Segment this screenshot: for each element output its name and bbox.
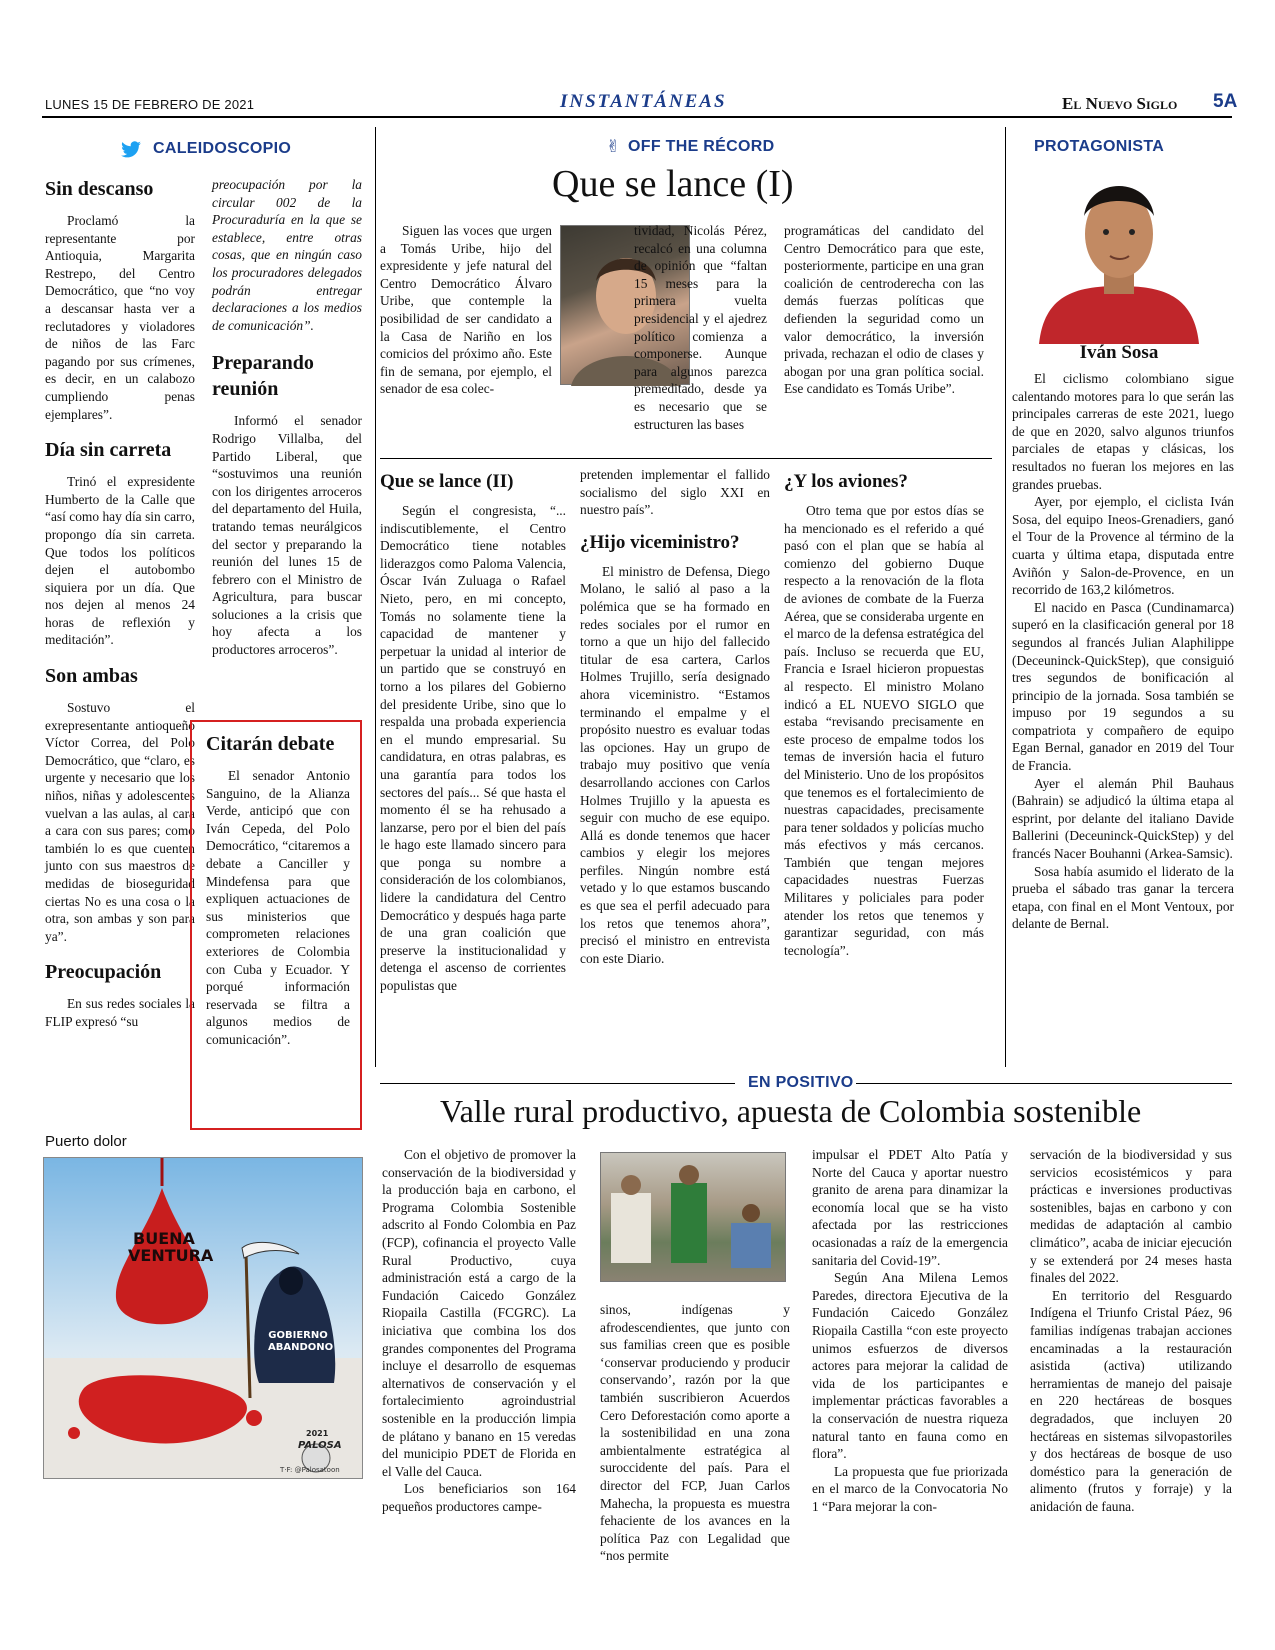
column-divider	[1005, 127, 1006, 1067]
valle-rural-photo	[600, 1152, 786, 1282]
caleidoscopio-col2	[212, 176, 362, 659]
article-body: sinos, indígenas y afrodescendientes, que junto con sus familias creen que es posible ‘conservar produciendo y producir conservando’, razón por la que también suscribieron Acuerdos Cero Deforestación como aporte a la sostenibilidad en una zona ambientalmente estratégica al suroccidente del país. Para el director del FCP, Juan Carlos Mahecha, la propuesta es muestra fehaciente de los avances en la política Paz con Legalidad que “nos permite	[600, 1302, 790, 1564]
off-record-col2	[634, 222, 767, 433]
caleidoscopio-col1	[45, 176, 195, 1031]
article-body: Según el congresista, “... indiscutiblemente, el Centro Democrático tiene notables liderazgos como Paloma Valencia, Óscar Iván Zuluaga o Rafael Nieto, pero, en mi concepto, Tomás no solamente tiene la capacidad de mantener y perpetuar la unidad al interior de un partido que se construyó en torno a los pilares del Gobierno del presidente Uribe, sino que lo respalda una probada experiencia en el mundo empresarial. Su candidatura, en otras palabras, es una garantía para todos los sectores del país... Sé que hasta el momento él se ha rehusado a lanzarse, pero por el bien del país le hago este llamado sincero para que ponga su nombre a consideración de los colombianos, lidere la candidatura del Centro Democrático y después haga parte de una gran coalición que preserve la institucionalidad y detenga el ascenso de corrientes populistas que	[380, 503, 566, 994]
article-body: Proclamó la representante por Antioquia, Margarita Restrepo, del Centro Democrático, que “no voy a descansar hasta ver a reclutadores y violadores de niños de las Farc pagando por sus crímenes, es decir, en un calabozo cumpliendo penas ejemplares”.	[45, 213, 195, 422]
en-positivo-col1	[382, 1146, 576, 1515]
section-rule	[856, 1083, 1232, 1084]
off-record-title: Que se lance (I)	[552, 163, 794, 205]
article-body: pretenden implementar el fallido socialismo del siglo XXI en nuestro país”.	[580, 467, 770, 518]
cartoon	[43, 1157, 363, 1479]
header-rule	[42, 116, 1232, 118]
headline: Preocupación	[45, 961, 162, 984]
article-body: Trinó el expresidente Humberto de la Calle que “así como hay día sin carro, propongo día sin carreta. Que todos los políticos dejen el autobombo siquiera por un día. Que nos dejen al menos 24 horas de reflexión y meditación”.	[45, 474, 195, 648]
headline: ¿Hijo viceministro?	[580, 531, 740, 553]
headline: Que se lance (II)	[380, 471, 514, 492]
ivan-sosa-photo	[1034, 166, 1204, 344]
page-number: 5A	[1213, 91, 1238, 112]
off-record-label: OFF THE RÉCORD	[628, 138, 775, 155]
en-positivo-label: EN POSITIVO	[748, 1074, 854, 1091]
headline: ¿Y los aviones?	[784, 471, 908, 492]
article-body: En sus redes sociales la FLIP expresó “su	[45, 996, 195, 1029]
article-body: Sosa había asumido el liderato de la prueba el sábado tras ganar la tercera etapa, con final en el Mont Ventoux, por delante de Bernal.	[1012, 863, 1234, 932]
article-body: servación de la biodiversidad y sus servicios ecosistémicos y para prácticas e inversiones productivas sostenibles, bajas en carbono y con medidas de adaptación al cambio climático”, acaba de iniciar ejecución y se extenderá por 24 meses hasta finales del 2022.	[1030, 1147, 1232, 1286]
article-body: programáticas del candidato del Centro Democrático para que este, posteriormente, participe en una gran coalición de centroderecha con las demás fuerzas políticas que defienden la seguridad como un valor democrático, la inversión privada, rechazan el odio de clases y abogan por una gran política social. Ese candidato es Tomás Uribe”.	[784, 223, 984, 397]
cartoon-drop-text: BUENA VENTURA	[128, 1229, 214, 1265]
cartoon-signature: PALOSA	[298, 1440, 342, 1451]
headline: Día sin carreta	[45, 439, 172, 462]
article-body: Sostuvo el exrepresentante antioqueño Víctor Correa, del Polo Democrático, que “claro, es urgente y necesario que los niños, niñas y adolescentes vuelvan a las aulas, al cara a cara con sus pares; como también lo es que cuenten junto con sus maestros de medidas de bioseguridad ciertas No es una cosa o la otra, son ambas y son para ya”.	[45, 700, 195, 944]
article-body: Con el objetivo de promover la conservación de la biodiversidad y la producción baja en carbono, el Programa Colombia Sostenible adscrito al Fondo Colombia en Paz (FCP), cofinancia el proyecto Valle Rural Productivo, cuya administración está a cargo de la Fundación Caicedo González Riopaila Castilla (FCGRC). La iniciativa que combina los dos grandes componentes del Programa incluye el desarrollo de esquemas alternativos de conservación y el fortalecimiento agroindustrial sostenible en la producción limpia de plátano y banano en 15 veredas del municipio PDET de Florida en el Valle del Cauca.	[382, 1147, 576, 1479]
article-body: tividad, Nicolás Pérez, recalcó en una columna de opinión que “faltan 15 meses para la primera vuelta presidencial y el ajedrez político comienza a componerse. Aunque para algunos parezca premeditado, desde ya es necesario que se estructuren las bases	[634, 223, 767, 432]
article-body: Ayer el alemán Phil Bauhaus (Bahrain) se adjudicó la última etapa al esprint, por delante del italiano Davide Ballerini (Deceuninck-QuickStep) y del francés Nacer Bouhanni (Arkea-Samsic).	[1012, 775, 1234, 862]
column-divider	[375, 127, 376, 1067]
article-body: El ciclismo colombiano sigue calentando motores para lo que serán las principales carreras de este 2021, luego de que en 2020, salvo algunos triunfos parciales de etapas y clásicas, los resultados no fueran los mejores en las grandes pruebas.	[1012, 371, 1234, 492]
article-body: Otro tema que por estos días se ha mencionado es el referido a qué pasó con el plan que se había al comienzo del gobierno Duque respecto a la renovación de la flota de aviones de combate de la Fuerza Aérea, que se consideraba urgente en el marco de la defensa estratégica del país. Incluso se recuerda que EU, Francia e Israel hicieron propuestas al respecto. El ministro Molano indicó a EL NUEVO SIGLO que estaba “revisando precisamente en este proceso de empalme todos los temas de inversión hacia el futuro del Ministerio. Uno de los propósitos que tenemos es el fortalecimiento de nuestras capacidades, precisamente para tener soldados y policías mucho más efectivos y más cercanos. También que tengan mejores capacidades nuestras Fuerzas Militares y policiales para poder atender los retos que tenemos y garantizar seguridad, con más tecnología”.	[784, 503, 985, 958]
citaran-article	[206, 731, 350, 1049]
article-body: En territorio del Resguardo Indígena el Triunfo Cristal Páez, 96 familias indígenas trabajan acciones encaminadas a la restauración asistida (activa) utilizando herramientas de manejo del paisaje en 220 hectáreas de bosques degradados, que incluyen 20 hectáreas en sistemas silvopastoriles y dos hectáreas de bosque de uso doméstico para la generación de alimento (frutos y forraje) y la anidación de fauna.	[1030, 1287, 1232, 1514]
article-body: El senador Antonio Sanguino, de la Alianza Verde, anticipó que con Iván Cepeda, del Polo Democrático, “citaremos a debate a Canciller y Mindefensa para que expliquen actuaciones de sus ministerios que comprometen relaciones exteriores de Colombia con Cuba y Ecuador. Y porqué información reservada se filtra a algunos medios de comunicación”.	[206, 768, 350, 1047]
article-body: impulsar el PDET Alto Patía y Norte del Cauca y aportar nuestro granito de arena para dinamizar la economía local que se ha visto afectada por las restricciones ocasionadas a raíz de la emergencia sanitaria del Covid-19”.	[812, 1147, 1008, 1268]
newspaper-name: El Nuevo Siglo	[1062, 94, 1178, 113]
headline: Citarán debate	[206, 733, 335, 755]
article-body: preocupación por la circular 002 de la Procuraduría en la que se establece, entre otras cosas, que en ningún caso los procuradores delegados podrán entregar declaraciones a los medios de comunicación”.	[212, 177, 362, 333]
en-positivo-col2	[600, 1301, 790, 1565]
article-body: Ayer, por ejemplo, el ciclista Iván Sosa, del equipo Ineos-Grenadiers, ganó el Tour de la Provence al término de la cuarta y última etapa, disputada entre Aviñón y Salon-de-Provence, en un recorrido de 163,2 kilómetros.	[1012, 494, 1234, 598]
off-record-col1	[380, 222, 552, 398]
section-rule	[380, 1083, 735, 1084]
headline: Preparando reunión	[212, 352, 314, 401]
protagonista-body	[1012, 370, 1234, 933]
protagonista-label: PROTAGONISTA	[1034, 138, 1165, 155]
headline: Son ambas	[45, 665, 138, 688]
article-body: El ministro de Defensa, Diego Molano, le salió al paso a la polémica que se ha formado en redes sociales por el rumor en torno a que un hijo del fallecido titular de esa cartera, Carlos Holmes Trujillo, sería designado ahora viceministro. “Estamos terminando el empalme y el propósito nuestro es evaluar todas las opciones. Hay un grupo de trabajo muy positivo que venía desarrollando acciones con Carlos Holmes Trujillo y la apuesta es seguir con mucho de ese equipo. Allá es donde tenemos que hacer cambios y elegir los mejores perfiles. Ningún nombre está vetado y lo que estamos buscando es que sea el perfil adecuado para los retos que tenemos ahora”, precisó el ministro en entrevista con este Diario.	[580, 563, 770, 966]
article-body: La propuesta que fue priorizada en el marco de la Convocatoria No 1 “Para mejorar la con-	[812, 1463, 1008, 1514]
hijo-viceministro	[580, 466, 770, 967]
hand-icon: ✌	[606, 137, 621, 157]
issue-date: LUNES 15 DE FEBRERO DE 2021	[45, 97, 255, 112]
en-positivo-col4	[1030, 1146, 1232, 1515]
article-body: Siguen las voces que urgen a Tomás Uribe, hijo del expresidente y jefe natural del Centro Democrático Álvaro Uribe, que contemple la posibilidad de ser candidato a la Casa de Nariño en los comicios del próximo año. Este fin de semana, por ejemplo, el senador de esa colec-	[380, 223, 552, 397]
section-rule	[380, 458, 992, 459]
caleidoscopio-label: CALEIDOSCOPIO	[153, 140, 292, 157]
article-body: El nacido en Pasca (Cundinamarca) superó en la clasificación general por 18 segundos al francés Julian Alaphilippe (Deceuninck-QuickStep), que consiguió tres segundos de bonificación al principio de la jornada. Sosa también se impuso por 19 segundos a su compatriota y compañero de equipo Egan Bernal, ganador en 2019 del Tour de Francia.	[1012, 599, 1234, 774]
en-positivo-col3	[812, 1146, 1008, 1515]
protagonista-name: Iván Sosa	[1079, 342, 1159, 363]
en-positivo-title: Valle rural productivo, apuesta de Colombia sostenible	[440, 1093, 1142, 1129]
article-body: Según Ana Milena Lemos Paredes, directora Ejecutiva de la Fundación Caicedo González Riopaila Castilla “con este proyecto unimos esfuerzos de diversos actores para mejorar la calidad de vida de los participantes e implementar prácticas favorables a la conservación de nuestra riqueza natural tanto en fauna como en flora”.	[812, 1270, 1008, 1462]
off-record-col3	[784, 222, 984, 398]
article-body: Los beneficiarios son 164 pequeños productores campe-	[382, 1481, 576, 1514]
cartoon-sign-text: GOBIERNO ABANDONO	[268, 1330, 334, 1353]
cartoon-year: 2021	[306, 1429, 329, 1438]
twitter-icon	[120, 141, 142, 163]
cartoon-credit: T·F: @Palosatoon	[280, 1466, 340, 1474]
que-se-lance-ii	[380, 470, 566, 995]
section-title: INSTANTÁNEAS	[560, 91, 727, 112]
article-body: Informó el senador Rodrigo Villalba, del Partido Liberal, que “sostuvimos una reunión con los dirigentes arroceros del departamento del Huila, tratando temas neurálgicos del sector y preparando la reunión del lunes 15 de febrero con el Ministro de Agricultura, para buscar soluciones a la crisis que hoy afecta a los productores arroceros”.	[212, 413, 362, 658]
headline: Sin descanso	[45, 178, 154, 200]
cartoon-caption: Puerto dolor	[45, 1133, 127, 1150]
y-los-aviones	[784, 470, 984, 959]
